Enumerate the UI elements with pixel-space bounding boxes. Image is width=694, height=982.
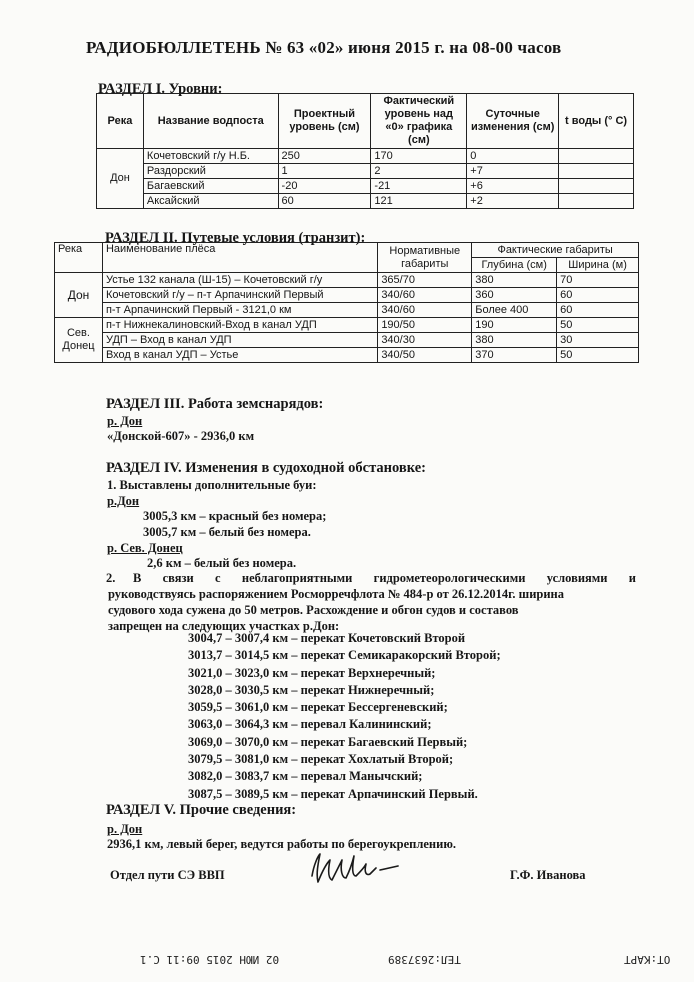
fax-footer-sender: ОТ:КАРТ [624,953,671,966]
route-width: 60 [557,303,639,318]
restricted-section: 3059,5 – 3061,0 км – перекат Бессергеневский; [188,700,448,715]
section-3-river: р. Дон [107,414,143,428]
dredger-line: «Донской-607» - 2936,0 км [107,429,255,443]
levels-change-value: +2 [467,194,559,209]
levels-fact-value: 121 [371,194,467,209]
route-norm: 365/70 [378,273,472,288]
levels-post-name: Кочетовский г/у Н.Б. [143,149,278,164]
route-name: п-т Арпачинский Первый - 3121,0 км [102,303,377,318]
levels-temp-value [559,164,634,179]
signatory-name: Г.Ф. Иванова [510,868,586,882]
route-width: 60 [557,288,639,303]
section-4-heading: РАЗДЕЛ IV. Изменения в судоходной обстановке: [106,460,426,476]
route-norm: 190/50 [378,318,472,333]
buoys-item: 1. Выставлены дополнительные буи: [107,478,317,492]
fax-footer-date: 02 ИЮН 2015 09:11 С.1 [140,953,280,966]
route-river-sev-donets: Сев. Донец [55,318,103,363]
river-sev-donets-label: р. Сев. Донец [107,541,183,555]
restriction-item-number: 2. [106,571,116,585]
route-name: УДП – Вход в канал УДП [102,333,377,348]
route-depth: 360 [472,288,557,303]
levels-post-name: Раздорский [143,164,278,179]
buoy-line: 3005,7 км – белый без номера. [143,525,311,539]
river-don-label: р.Дон [107,494,140,508]
route-depth: 190 [472,318,557,333]
restricted-sections-list [188,630,501,803]
levels-temp-value [559,149,634,164]
levels-header-post: Название водпоста [143,94,278,149]
levels-header-temp: t воды (° C) [559,94,634,149]
section-1-heading: РАЗДЕЛ I. Уровни: [98,81,223,97]
fax-footer-phone: ТЕЛ:2637389 [388,953,461,966]
route-name: Устье 132 канала (Ш-15) – Кочетовский г/у [102,273,377,288]
restricted-section: 3013,7 – 3014,5 км – перекат Семикаракорский Второй; [188,648,501,663]
route-width: 50 [557,318,639,333]
route-depth: 370 [472,348,557,363]
restricted-section: 3028,0 – 3030,5 км – перекат Нижнеречный; [188,682,435,697]
levels-header-change: Суточные изменения (см) [467,94,559,149]
restricted-section: 3063,0 – 3064,3 км – перевал Калининский; [188,717,432,732]
levels-change-value: +6 [467,179,559,194]
restricted-section: 3021,0 – 3023,0 км – перекат Верхнеречный; [188,665,436,680]
section-2-heading: РАЗДЕЛ II. Путевые условия (транзит): [105,230,366,246]
levels-project-value: -20 [278,179,371,194]
levels-table [96,93,634,209]
levels-fact-value: 170 [371,149,467,164]
restricted-section: 3069,0 – 3070,0 км – перекат Багаевский Первый; [188,734,468,749]
route-norm: 340/60 [378,303,472,318]
bulletin-title: РАДИОБЮЛЛЕТЕНЬ № 63 «02» июня 2015 г. на 08-00 часов [86,38,562,57]
route-header-river: Река [55,243,103,273]
restriction-line: В связи с неблагоприятными гидрометеорологическими условиями и [133,571,636,585]
levels-river-cell: Дон [97,149,144,209]
route-depth: 380 [472,273,557,288]
handwritten-signature [306,846,406,890]
route-header-depth: Глубина (см) [472,258,557,273]
levels-header-fact: Фактический уровень над «0» графика (см) [371,94,467,149]
route-depth: Более 400 [472,303,557,318]
restricted-section: 3087,5 – 3089,5 км – перекат Арпачинский Первый. [188,786,478,801]
route-river-don: Дон [55,273,103,318]
restricted-section: 3079,5 – 3081,0 км – перекат Хохлатый Второй; [188,752,454,767]
buoy-line: 3005,3 км – красный без номера; [143,509,327,523]
buoy-line: 2,6 км – белый без номера. [147,556,297,570]
levels-header-project: Проектный уровень (см) [278,94,371,149]
section-5-heading: РАЗДЕЛ V. Прочие сведения: [106,802,297,818]
levels-change-value: 0 [467,149,559,164]
route-name: Кочетовский г/у – п-т Арпачинский Первый [102,288,377,303]
route-name: п-т Нижнекалиновский-Вход в канал УДП [102,318,377,333]
levels-change-value: +7 [467,164,559,179]
levels-project-value: 60 [278,194,371,209]
route-norm: 340/30 [378,333,472,348]
other-info-line: 2936,1 км, левый берег, ведутся работы по берегоукреплению. [107,837,456,851]
levels-post-name: Багаевский [143,179,278,194]
route-depth: 380 [472,333,557,348]
department-label: Отдел пути СЭ ВВП [110,868,225,882]
route-header-name: Наименование плёса [102,243,377,273]
route-norm: 340/60 [378,288,472,303]
restriction-paragraph [108,570,636,634]
route-name: Вход в канал УДП – Устье [102,348,377,363]
restricted-section: 3004,7 – 3007,4 км – перекат Кочетовский Второй [188,631,466,645]
route-norm: 340/50 [378,348,472,363]
levels-post-name: Аксайский [143,194,278,209]
route-width: 50 [557,348,639,363]
levels-header-river: Река [97,94,144,149]
section-5-river: р. Дон [107,822,143,836]
route-width: 30 [557,333,639,348]
levels-fact-value: -21 [371,179,467,194]
route-header-width: Ширина (м) [557,258,639,273]
restriction-line: запрещен на следующих участках р.Дон: [108,619,340,633]
route-header-fact: Фактические габариты [472,243,639,258]
levels-temp-value [559,194,634,209]
levels-temp-value [559,179,634,194]
route-width: 70 [557,273,639,288]
route-header-norm: Нормативные габариты [378,243,472,273]
section-3-heading: РАЗДЕЛ III. Работа земснарядов: [106,396,324,412]
levels-project-value: 1 [278,164,371,179]
restriction-line: руководствуясь распоряжением Росморречфлота № 484-р от 26.12.2014г. ширина [108,587,565,601]
restricted-section: 3082,0 – 3083,7 км – перевал Манычский; [188,769,423,784]
levels-project-value: 250 [278,149,371,164]
route-table [54,242,639,363]
restriction-line: судового хода сужена до 50 метров. Расхождение и обгон судов и составов [108,603,519,617]
levels-fact-value: 2 [371,164,467,179]
